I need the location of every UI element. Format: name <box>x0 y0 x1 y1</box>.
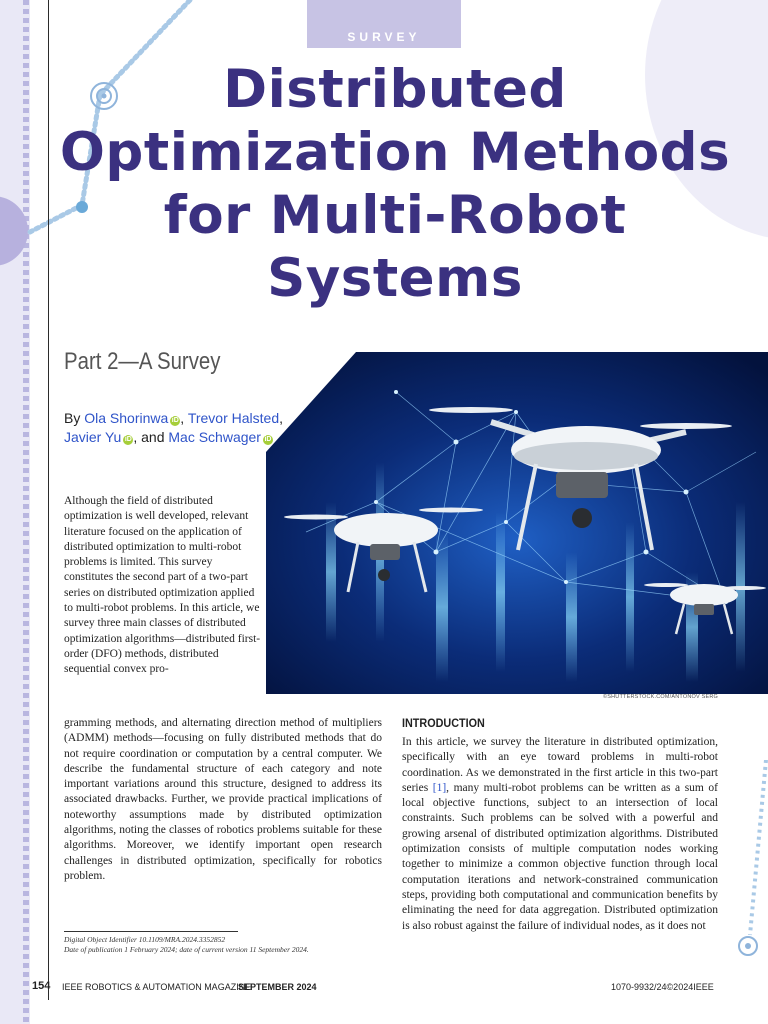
image-credit: ©SHUTTERSTOCK.COM/ANTONOV SERG <box>603 694 718 700</box>
article-title: Distributed Optimization Methods for Multi-Robot Systems <box>59 59 731 309</box>
author-link[interactable]: Trevor Halsted <box>187 410 280 426</box>
orcid-icon[interactable]: iD <box>124 436 132 443</box>
intro-text: , many multi-robot problems can be written as a sum of local objective functions, subject to an intersection of local constraints. Such problems can be solved with a powerful and growing arsenal of distributed optimization algorithms. Distributed optimization consists of multiple computation nodes working together to minimize a common objective function through local computation iterations and network-constrained communication steps, providing both computational and communication benefits by eliminating the need for data aggregation. Distributed optimization is also robust against the failure of individual nodes, as it does not <box>402 781 718 932</box>
orcid-icon[interactable]: iD <box>171 417 179 424</box>
section-label: SURVEY <box>347 30 421 44</box>
magazine-name: IEEE ROBOTICS & AUTOMATION MAGAZINE <box>62 982 252 992</box>
page-number: 154 <box>32 980 51 992</box>
intro-text: In this article, we survey the literature in distributed optimization, specifically with an eye toward problems in multi-robot coordination. As we demonstrated in the first article in this two-part series <box>402 736 718 794</box>
orcid-icon[interactable]: iD <box>264 436 272 443</box>
author-link[interactable]: Mac Schwager <box>168 429 261 445</box>
byline-separator: , <box>180 410 185 426</box>
article-subtitle: Part 2—A Survey <box>64 348 221 375</box>
copyright-code: 1070-9932/24©2024IEEE <box>611 982 714 992</box>
reference-link[interactable]: [1] <box>432 781 447 794</box>
byline-separator: , <box>279 410 283 426</box>
byline-prefix: By <box>64 410 81 426</box>
publication-date-footnote: Date of publication 1 February 2024; date of current version 11 September 2024. <box>64 945 309 954</box>
hero-image <box>266 352 768 694</box>
abstract-text: Although the field of distributed optimization is well developed, relevant literature focused on the application of distributed optimization to multi-robot problems is limited. This survey constitutes the second part of a two-part series on distributed optimization applied to multi-robot problems. In this article, we survey three main classes of distributed optimization algorithms—distributed first-order (DFO) methods, distributed sequential convex pro- <box>64 495 261 676</box>
doi-footnote: Digital Object Identifier 10.1109/MRA.2024.3352852 <box>64 935 226 944</box>
issue-date: SEPTEMBER 2024 <box>238 982 317 992</box>
circuit-decoration-right <box>730 760 768 970</box>
author-link[interactable]: Ola Shorinwa <box>84 410 169 426</box>
drone-illustration <box>266 352 768 694</box>
intro-paragraph <box>402 735 718 934</box>
byline-separator: , and <box>133 429 165 445</box>
section-heading: INTRODUCTION <box>402 716 485 730</box>
author-link[interactable]: Javier Yu <box>64 429 122 445</box>
abstract-text-continued: gramming methods, and alternating direction method of multipliers (ADMM) methods—focusing on fully distributed methods that do not require coordination or computation by a central computer. We describe the fundamental structure of each category and note important variations around this structure, designed to address its associated drawbacks. Further, we provide practical implications of noteworthy assumptions made by distributed optimization algorithms, noting the classes of robotics problems suitable for these algorithms. Moreover, we identify important open research challenges in distributed optimization, specifically for robotics problem. <box>64 717 382 882</box>
footnote-rule <box>64 931 238 932</box>
